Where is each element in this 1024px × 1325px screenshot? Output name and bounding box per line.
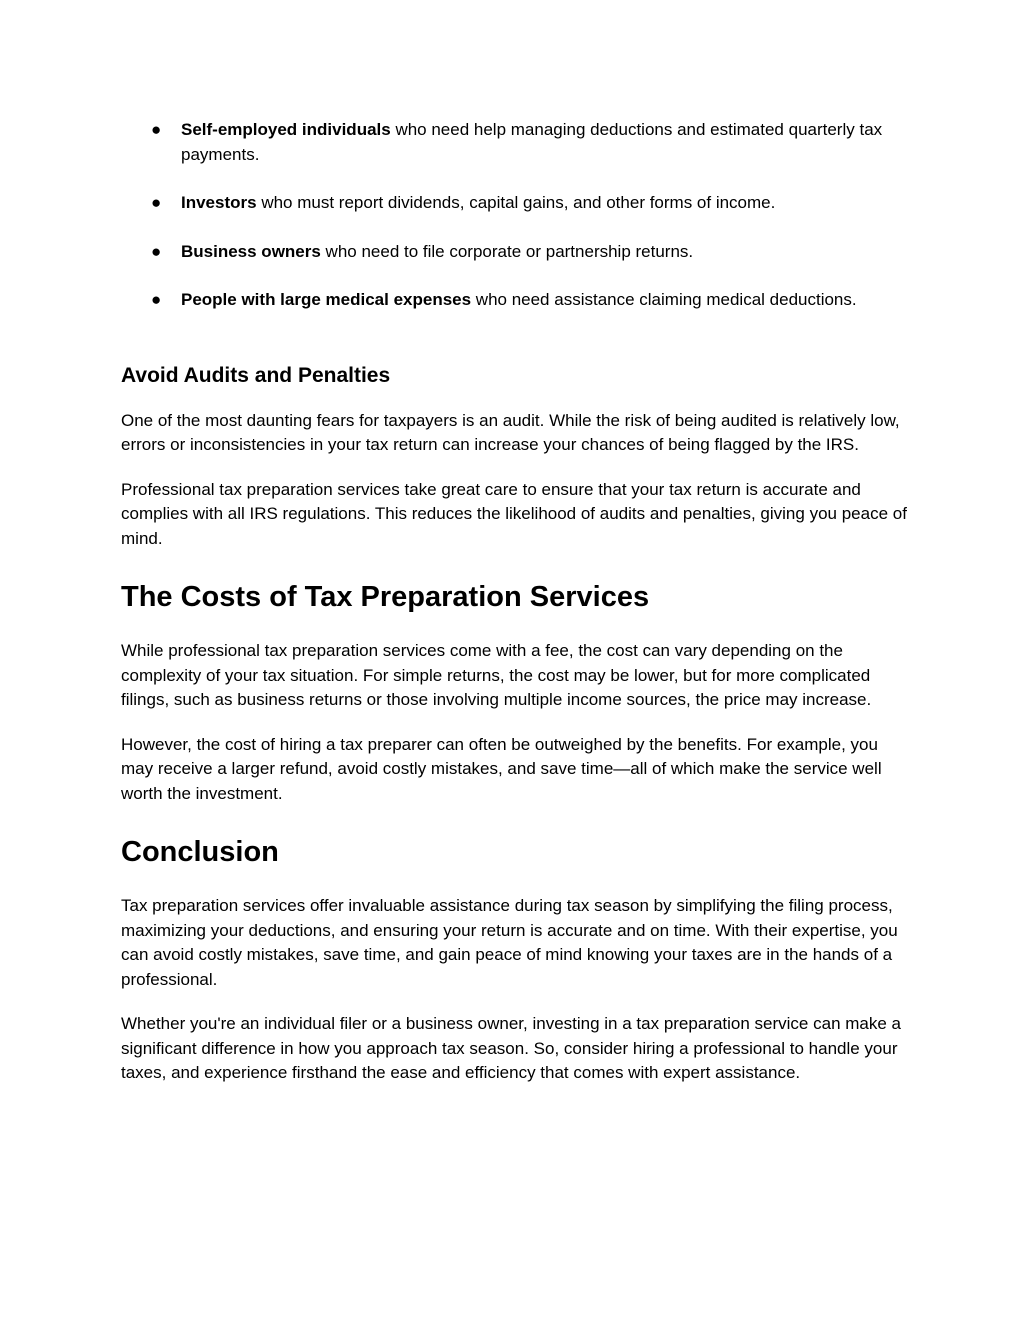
list-item [121,288,911,313]
list-item-bold: Business owners [181,241,321,261]
paragraph: One of the most daunting fears for taxpayers is an audit. While the risk of being audited is relatively low, errors or inconsistencies in your tax return can increase your chances of being flagged by the IRS. [121,410,900,454]
bullet-icon: ● [151,241,162,261]
list-item-text: who need assistance claiming medical deductions. [471,290,857,309]
bullet-icon: ● [151,120,162,139]
list-item-bold: Investors [181,193,257,212]
list-item [121,118,911,167]
bullet-icon: ● [151,290,162,309]
paragraph: While professional tax preparation services come with a fee, the cost can vary depending on the complexity of your tax situation. For simple returns, the cost may be lower, but for more complicated filings, such as business returns or those involving multiple income sources, the price may increase. [121,641,872,709]
list-item-text: who need to file corporate or partnership returns. [320,241,694,261]
heading-conclusion: Conclusion [121,836,279,868]
paragraph: However, the cost of hiring a tax preparer can often be outweighed by the benefits. For example, you may receive a larger refund, avoid costly mistakes, and save time—all of which make the service well worth the investment. [121,734,882,803]
paragraph: Whether you're an individual filer or a business owner, investing in a tax preparation service can make a significant difference in how you approach tax season. So, consider hiring a professional to handle your taxes, and experience firsthand the ease and efficiency that comes with expert assistance. [121,1014,901,1082]
bullet-list [121,118,911,313]
paragraph: Tax preparation services offer invaluable assistance during tax season by simplifying the filing process, maximizing your deductions, and ensuring your return is accurate and on time. With their expertise, you can avoid costly mistakes, save time, and gain peace of mind knowing your taxes are in the hands of a professional. [121,896,898,989]
list-item [121,191,911,216]
list-item-text: who must report dividends, capital gains, and other forms of income. [256,193,776,212]
list-item-bold: People with large medical expenses [181,290,472,309]
paragraph: Professional tax preparation services take great care to ensure that your tax return is accurate and complies with all IRS regulations. This reduces the likelihood of audits and penalties, giving you peace of mind. [121,479,907,548]
heading-avoid-audits: Avoid Audits and Penalties [121,363,391,387]
heading-costs: The Costs of Tax Preparation Services [121,581,650,613]
list-item-bold: Self-employed individuals [181,120,391,139]
list-item-text: who need help managing deductions and estimated quarterly tax payments. [181,120,883,164]
document-page [121,118,911,1106]
list-item [121,240,911,265]
bullet-icon: ● [151,193,162,212]
